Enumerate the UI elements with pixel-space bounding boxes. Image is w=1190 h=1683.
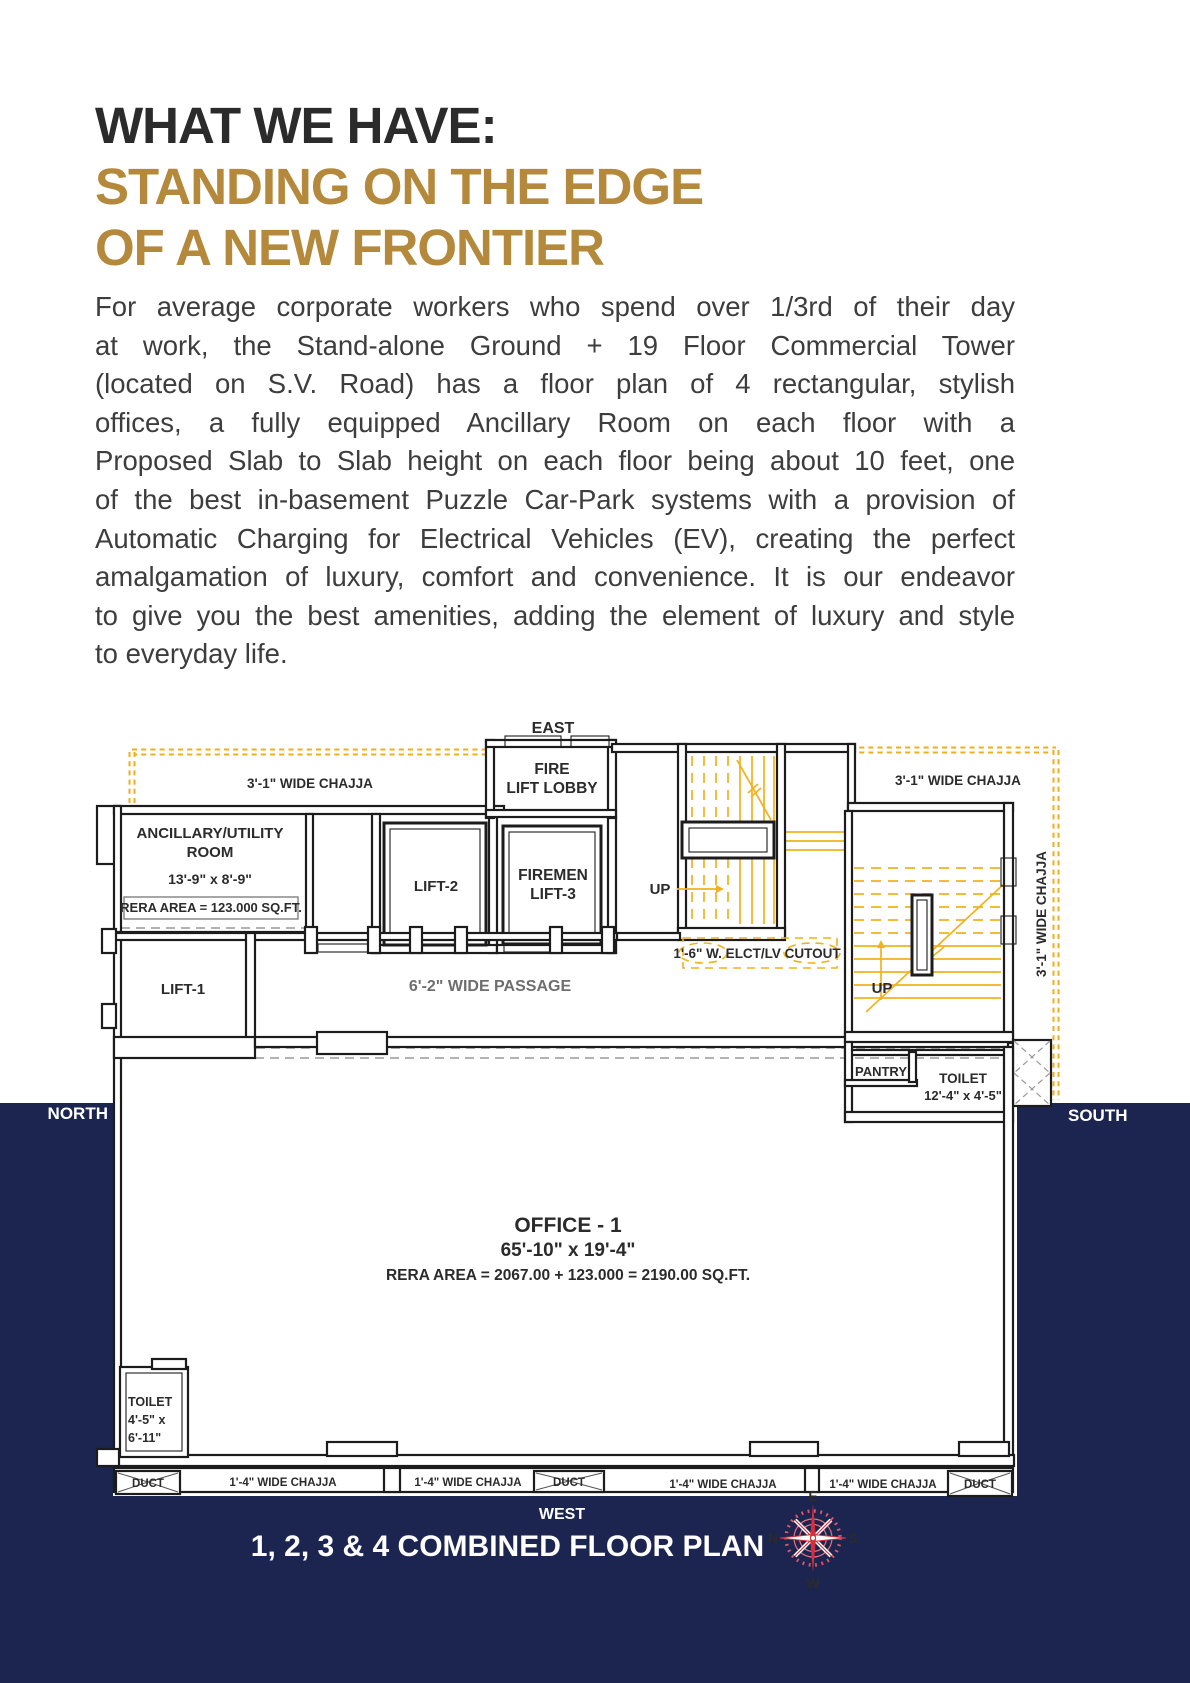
- north-label: NORTH: [47, 1104, 108, 1123]
- firemen-lift-label-2: LIFT-3: [530, 886, 576, 903]
- east-label: EAST: [531, 720, 575, 737]
- south-label: SOUTH: [1068, 1106, 1128, 1125]
- passage-label: 6'-2" WIDE PASSAGE: [408, 978, 572, 995]
- duct-label-middle: DUCT: [553, 1477, 585, 1489]
- pantry-label: PANTRY: [855, 1064, 907, 1079]
- page-title-line-1: WHAT WE HAVE:: [95, 97, 497, 154]
- lift-2-label: LIFT-2: [413, 878, 459, 895]
- compass-rose-icon: [760, 1488, 866, 1594]
- compass-west-label: W: [806, 1575, 820, 1591]
- office-dims: 65'-10" x 19'-4": [500, 1240, 636, 1261]
- page-title-line-3: OF A NEW FRONTIER: [95, 219, 605, 276]
- paragraph-line: For average corporate workers who spend over 1/3rd of their day: [95, 291, 1015, 322]
- chajja-bottom-label-2: 1'-4" WIDE CHAJJA: [414, 1477, 522, 1489]
- paragraph-line: (located on S.V. Road) has a floor plan of 4 rectangular, stylish: [95, 368, 1015, 400]
- paragraph-line: Automatic Charging for Electrical Vehicles (EV), creating the perfect: [95, 522, 1015, 554]
- chajja-bottom-label-4: 1'-4" WIDE CHAJJA: [829, 1479, 937, 1491]
- duct-label-right: DUCT: [964, 1479, 996, 1491]
- floor-plan-drawing: [90, 650, 1070, 1510]
- compass-north-label: N: [767, 1530, 779, 1546]
- up-label-center: UP: [649, 881, 671, 898]
- chajja-top-left-label: 3'-1" WIDE CHAJJA: [247, 776, 373, 791]
- toilet-se-label: TOILET: [939, 1071, 987, 1086]
- chajja-right-vertical-label: 3'-1" WIDE CHAJJA: [1034, 851, 1049, 977]
- floor-plan-caption: 1, 2, 3 & 4 COMBINED FLOOR PLAN: [250, 1530, 765, 1563]
- page-title: [95, 95, 703, 278]
- ancillary-room-label-1: ANCILLARY/UTILITY: [136, 825, 284, 842]
- office-label: OFFICE - 1: [514, 1214, 622, 1237]
- office-rera-label: RERA AREA = 2067.00 + 123.000 = 2190.00 SQ.FT.: [385, 1267, 751, 1284]
- fire-lift-lobby-label-2: LIFT LOBBY: [506, 780, 598, 797]
- elct-cutout-label: 1'-6" W. ELCT/LV CUTOUT: [673, 946, 841, 961]
- west-label: WEST: [538, 1506, 586, 1523]
- firemen-lift-label-1: FIREMEN: [518, 867, 588, 884]
- compass-east-label: E: [808, 1488, 818, 1504]
- paragraph-line: to give you the best amenities, adding the element of luxury and style: [95, 599, 1015, 631]
- ancillary-room-label-2: ROOM: [186, 844, 234, 861]
- page-title-line-2: STANDING ON THE EDGE: [95, 158, 704, 215]
- floor-plan-walls: [97, 736, 1051, 1496]
- duct-label-left: DUCT: [132, 1478, 164, 1490]
- ancillary-room-dims: 13'-9" x 8'-9": [168, 871, 252, 887]
- toilet-sw-label: TOILET: [128, 1395, 173, 1409]
- paragraph-line: of the best in-basement Puzzle Car-Park systems with a provision of: [95, 483, 1015, 515]
- toilet-sw-dims-2: 6'-11": [128, 1431, 162, 1445]
- chajja-bottom-label-1: 1'-4" WIDE CHAJJA: [229, 1477, 337, 1489]
- intro-paragraph: [95, 288, 1015, 674]
- chajja-bottom-label-3: 1'-4" WIDE CHAJJA: [669, 1479, 777, 1491]
- fire-lift-lobby-label-1: FIRE: [534, 761, 570, 778]
- paragraph-line: Proposed Slab to Slab height on each floor being about 10 feet, one: [95, 445, 1015, 477]
- lift-1-label: LIFT-1: [160, 981, 206, 998]
- chajja-top-right-label: 3'-1" WIDE CHAJJA: [895, 773, 1021, 788]
- toilet-sw-dims-1: 4'-5" x: [128, 1413, 166, 1427]
- paragraph-line: offices, a fully equipped Ancillary Room on each floor with a: [95, 406, 1015, 438]
- ancillary-rera-label: RERA AREA = 123.000 SQ.FT.: [120, 900, 302, 915]
- paragraph-line: at work, the Stand-alone Ground + 19 Floor Commercial Tower: [95, 329, 1015, 361]
- paragraph-line: to everyday life.: [95, 638, 288, 670]
- paragraph-line: amalgamation of luxury, comfort and convenience. It is our endeavor: [95, 561, 1015, 593]
- compass-south-label: S: [848, 1530, 858, 1546]
- toilet-se-dims: 12'-4" x 4'-5": [924, 1088, 1002, 1103]
- up-label-right: UP: [871, 980, 893, 997]
